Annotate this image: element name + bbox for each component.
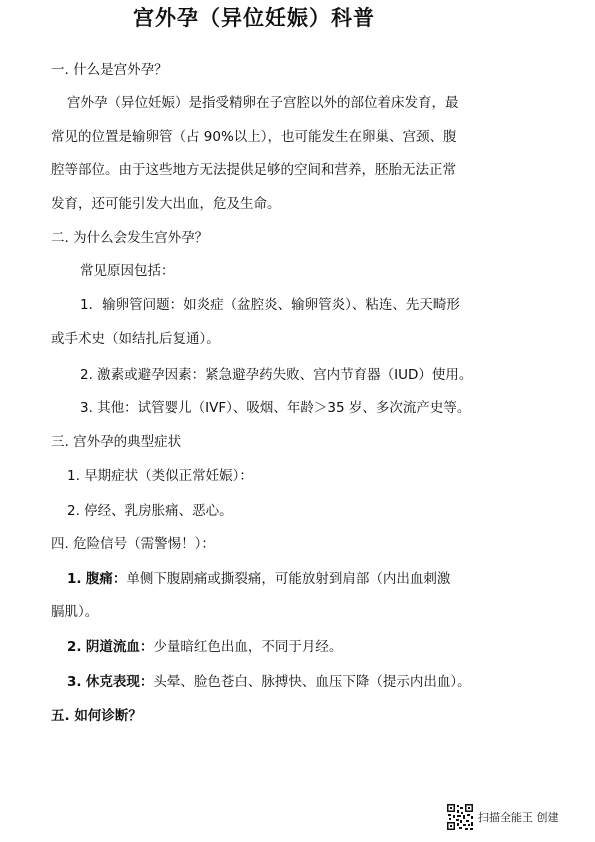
symptom-item-1: 1. 早期症状（类似正常妊娠）： <box>67 468 253 484</box>
section-2-heading: 二. 为什么会发生宫外孕？ <box>51 230 209 246</box>
cause-item-2: 2. 激素或避孕因素：紧急避孕药失败、宫内节育器（IUD）使用。 <box>80 367 473 383</box>
danger-item-1 <box>67 570 450 588</box>
section-4-heading: 四. 危险信号（需警惕！）： <box>51 536 215 552</box>
danger-item-1-number: 1. <box>67 571 82 587</box>
section-1-heading: 一. 什么是宫外孕？ <box>51 62 168 78</box>
danger-item-3 <box>67 673 471 691</box>
danger-item-1-continued: 膈肌）。 <box>51 604 99 620</box>
danger-item-2-text: 少量暗红色出血，不同于月经。 <box>153 639 343 655</box>
page-title: 宫外孕（异位妊娠）科普 <box>133 6 375 30</box>
danger-item-2-number: 2. <box>67 639 82 655</box>
section-1-paragraph-line: 腔等部位。由于这些地方无法提供足够的空间和营养，胚胎无法正常 <box>51 162 456 178</box>
section-3-heading: 三. 宫外孕的典型症状 <box>51 434 182 450</box>
cause-item-3: 3. 其他：试管婴儿（IVF）、吸烟、年龄＞35 岁、多次流产史等。 <box>80 400 471 416</box>
section-1-paragraph-line: 常见的位置是输卵管（占 90%以上），也可能发生在卵巢、宫颈、腹 <box>51 129 457 145</box>
scanner-watermark <box>446 803 559 831</box>
section-1-paragraph-line: 宫外孕（异位妊娠）是指受精卵在子宫腔以外的部位着床发育，最 <box>67 95 459 111</box>
watermark-text: 扫描全能王 创建 <box>478 811 559 824</box>
danger-item-1-label: 腹痛： <box>85 571 127 587</box>
danger-item-2 <box>67 638 342 656</box>
danger-item-3-text: 头晕、脸色苍白、脉搏快、血压下降（提示内出血）。 <box>153 674 471 690</box>
section-2-intro: 常见原因包括： <box>80 263 175 279</box>
danger-item-3-number: 3. <box>67 674 82 690</box>
cause-item-1-continued: 或手术史（如结扎后复通）。 <box>51 331 220 347</box>
section-1-paragraph-line: 发育，还可能引发大出血，危及生命。 <box>51 196 281 212</box>
danger-item-1-text: 单侧下腹剧痛或撕裂痛，可能放射到肩部（内出血刺激 <box>126 571 451 587</box>
cause-item-1: 1．输卵管问题：如炎症（盆腔炎、输卵管炎）、粘连、先天畸形 <box>80 297 460 313</box>
danger-item-2-label: 阴道流血： <box>85 639 154 655</box>
symptom-item-2: 2. 停经、乳房胀痛、恶心。 <box>67 503 233 519</box>
section-5-heading: 五. 如何诊断？ <box>51 708 142 724</box>
qr-code-icon <box>446 803 474 831</box>
danger-item-3-label: 休克表现： <box>85 674 154 690</box>
